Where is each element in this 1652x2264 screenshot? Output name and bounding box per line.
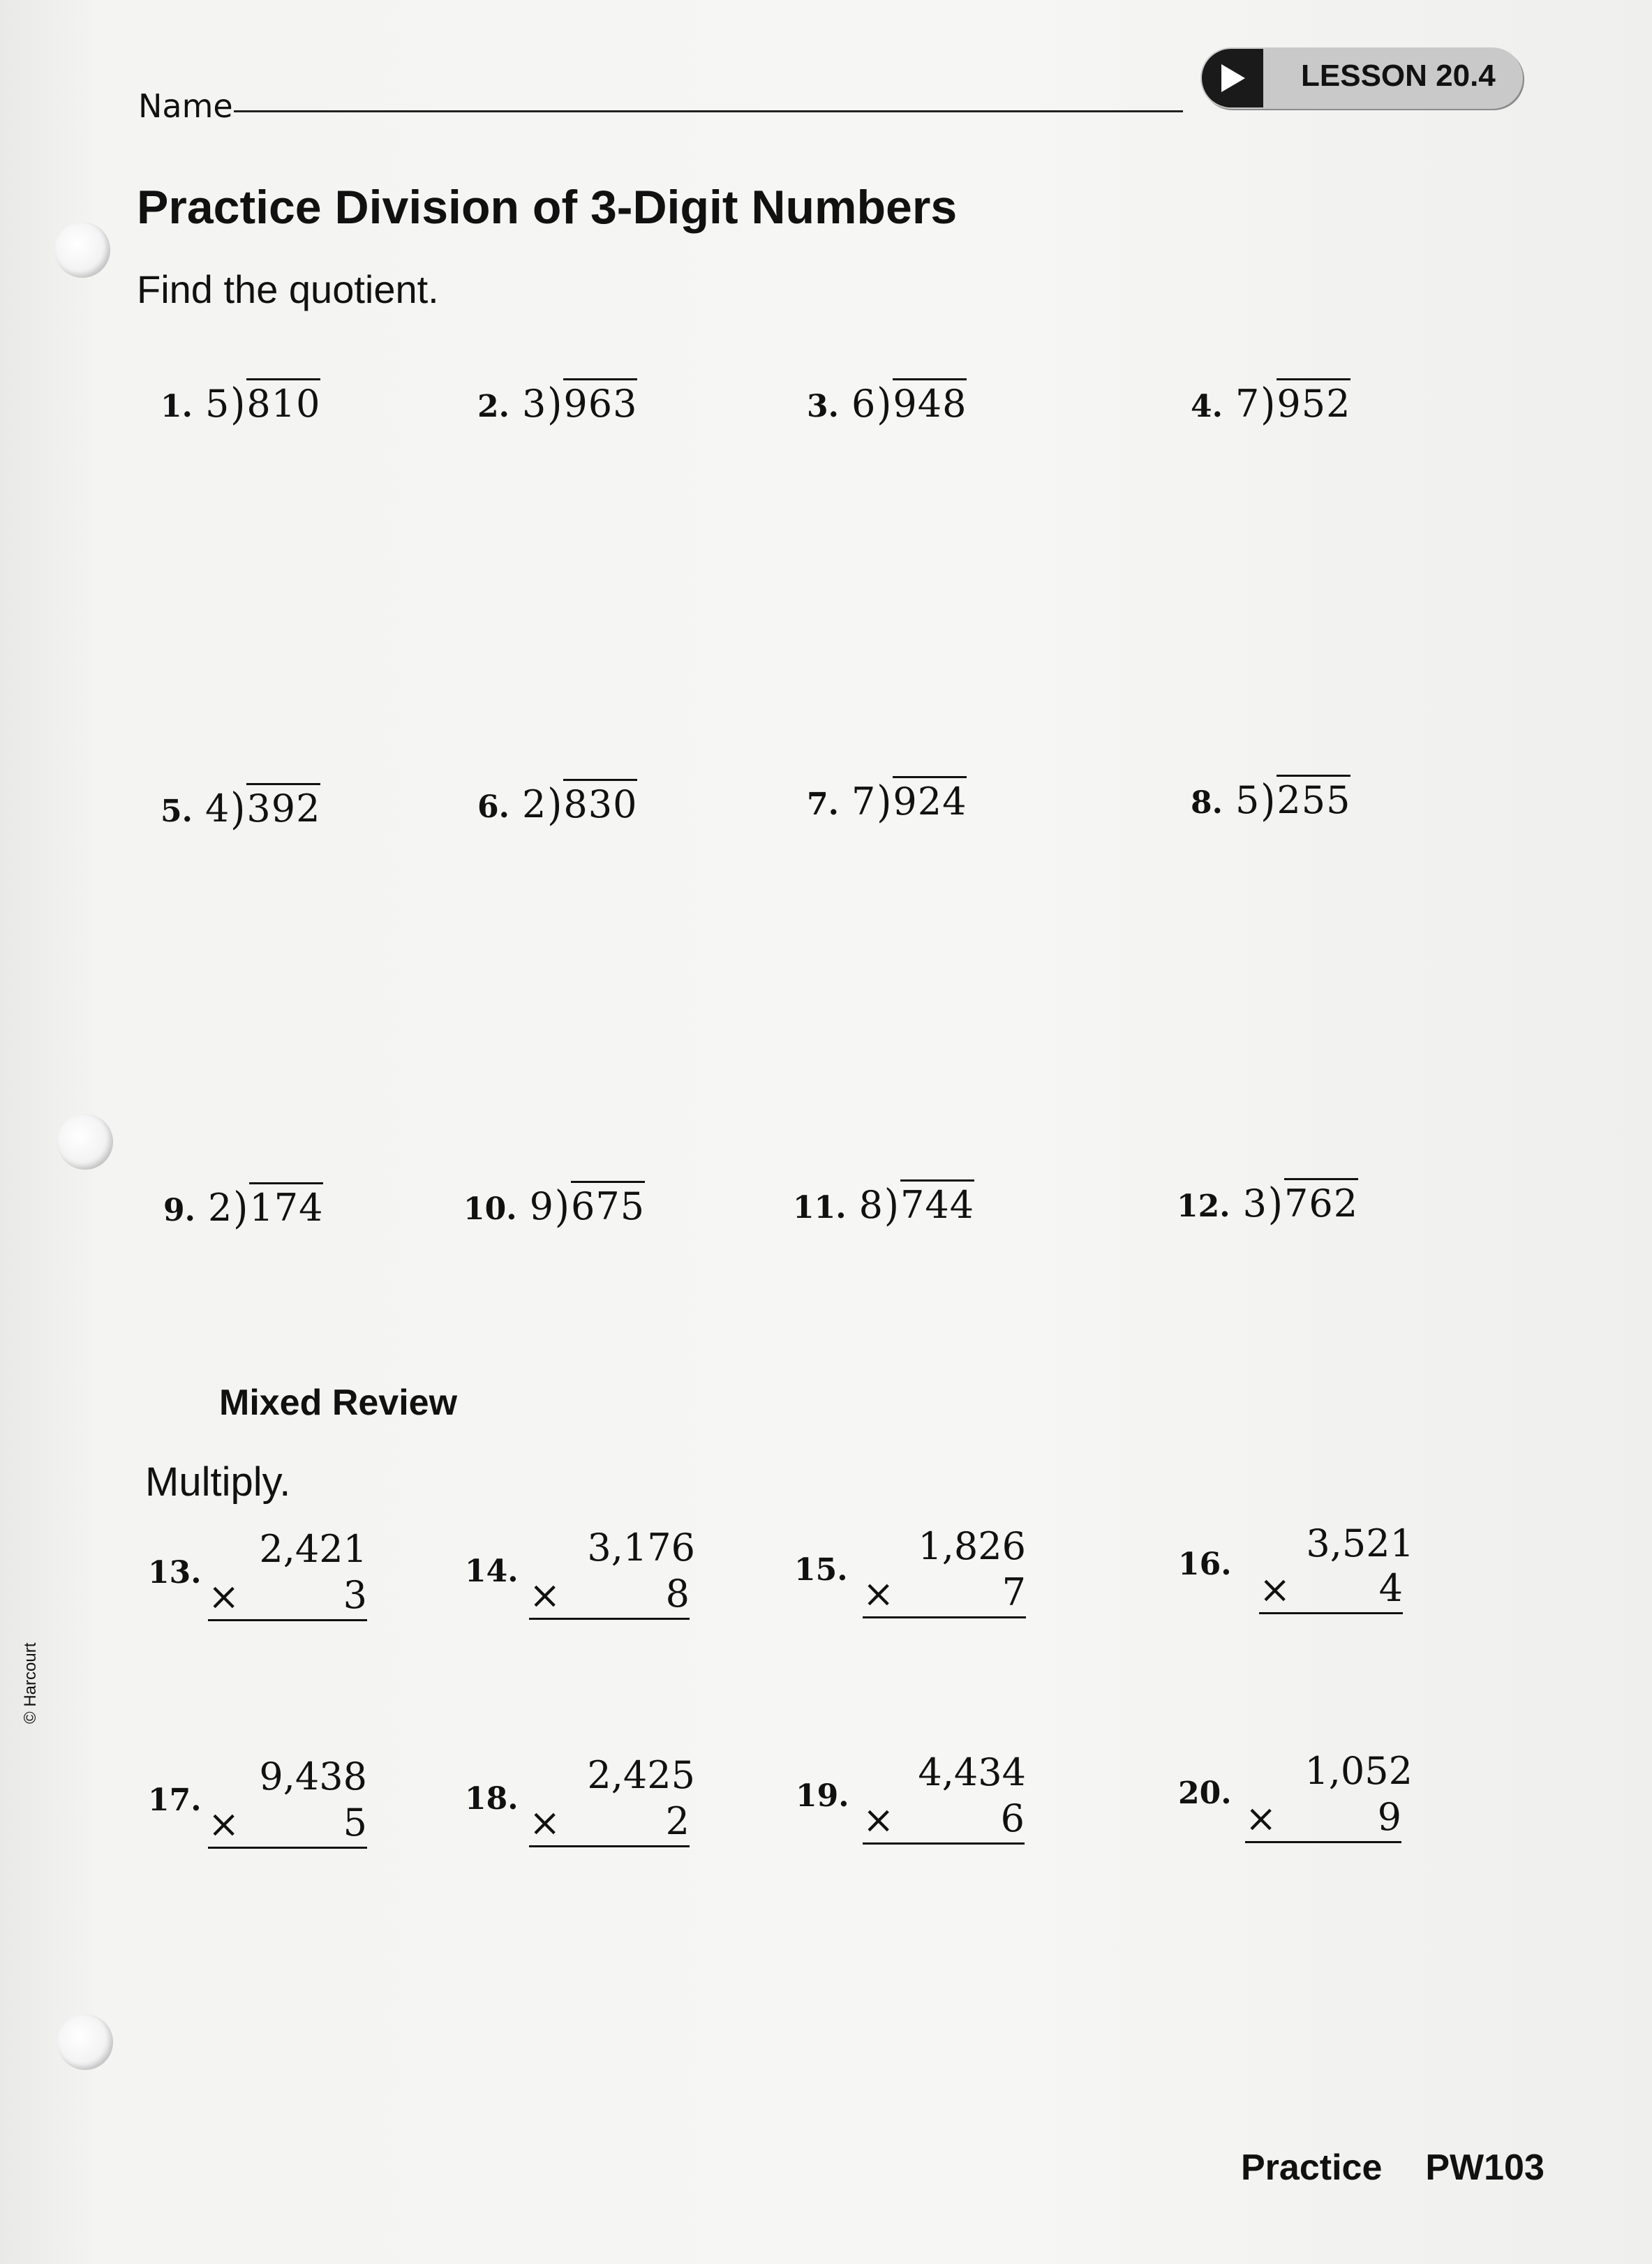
multiplication-problem-19: 19. 4,434 × 6 bbox=[796, 1750, 1019, 1869]
page-number: PW103 bbox=[1425, 2147, 1545, 2188]
multiplier-row: × 2 bbox=[529, 1799, 690, 1847]
multiplier-row: × 7 bbox=[863, 1570, 1026, 1618]
multiplier-row: × 9 bbox=[1245, 1795, 1401, 1843]
multiplication-problem-15: 15. 1,826 × 7 bbox=[794, 1524, 1018, 1643]
mixed-review-heading: Mixed Review bbox=[219, 1383, 458, 1423]
division-problem-8: 8. 5)255 bbox=[1191, 775, 1351, 826]
division-problem-7: 7. 7)924 bbox=[807, 776, 967, 827]
division-problem-4: 4. 7)952 bbox=[1191, 378, 1351, 429]
division-problem-1: 1. 5)810 bbox=[161, 378, 321, 429]
instruction-text: Find the quotient. bbox=[137, 267, 439, 311]
multiplication-problem-17: 17. 9,438 × 5 bbox=[148, 1755, 371, 1873]
play-icon bbox=[1202, 49, 1263, 107]
division-problem-5: 5. 4)392 bbox=[161, 783, 321, 834]
multiplication-problem-20: 20. 1,052 × 9 bbox=[1178, 1749, 1429, 1868]
multiplier-row: × 5 bbox=[208, 1801, 367, 1849]
division-problem-6: 6. 2)830 bbox=[477, 779, 638, 830]
multiplication-problem-18: 18. 2,425 × 2 bbox=[465, 1753, 688, 1872]
multiplication-problem-16: 16. 3,521 × 4 bbox=[1178, 1521, 1429, 1640]
lesson-label: LESSON 20.4 bbox=[1301, 59, 1496, 93]
division-problem-3: 3. 6)948 bbox=[807, 378, 967, 429]
name-label: Name bbox=[138, 87, 233, 125]
hole-punch-bottom bbox=[57, 2014, 113, 2070]
hole-punch-top bbox=[54, 222, 110, 278]
footer-label: Practice bbox=[1241, 2147, 1383, 2188]
page-footer bbox=[1241, 2147, 1545, 2189]
multiplier-row: × 3 bbox=[208, 1573, 367, 1621]
multiplication-problem-14: 14. 3,176 × 8 bbox=[465, 1526, 688, 1644]
page-title: Practice Division of 3-Digit Numbers bbox=[137, 181, 958, 234]
division-problem-2: 2. 3)963 bbox=[477, 378, 638, 429]
multiplier-row: × 4 bbox=[1259, 1566, 1403, 1614]
multiplier-row: × 6 bbox=[863, 1796, 1025, 1845]
multiply-instruction: Multiply. bbox=[145, 1459, 291, 1505]
copyright-notice: © Harcourt bbox=[21, 1642, 40, 1724]
name-line[interactable] bbox=[234, 110, 1183, 112]
division-problem-12: 12. 3)762 bbox=[1177, 1178, 1359, 1229]
hole-punch-middle bbox=[57, 1114, 113, 1170]
multiplier-row: × 8 bbox=[529, 1572, 690, 1620]
division-problem-11: 11. 8)744 bbox=[793, 1179, 975, 1230]
multiplication-problem-13: 13. 2,421 × 3 bbox=[148, 1527, 371, 1646]
division-problem-9: 9. 2)174 bbox=[163, 1182, 324, 1233]
division-problem-10: 10. 9)675 bbox=[463, 1181, 646, 1232]
